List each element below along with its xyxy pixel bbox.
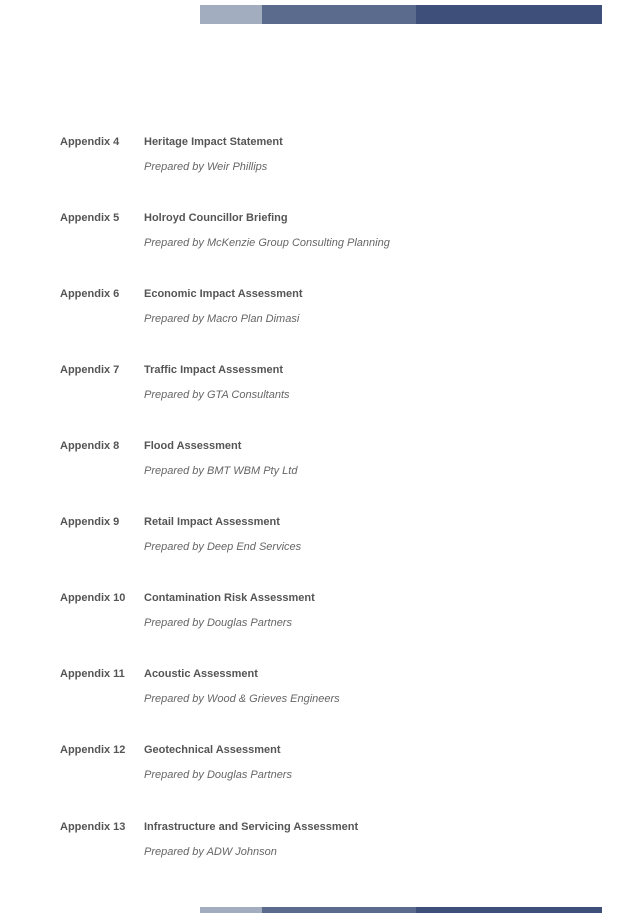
appendix-prepared-by: Prepared by GTA Consultants [144, 389, 290, 401]
appendix-title: Infrastructure and Servicing Assessment [144, 821, 359, 833]
appendix-entry [0, 439, 637, 489]
appendix-prepared-by: Prepared by Douglas Partners [144, 769, 292, 781]
footer-bar-segment-dark [416, 907, 602, 913]
header-color-bar [200, 5, 602, 24]
appendix-entry [0, 211, 637, 261]
header-bar-segment-light [200, 5, 262, 24]
appendix-entry [0, 743, 637, 793]
appendix-prepared-by: Prepared by Macro Plan Dimasi [144, 313, 300, 325]
appendix-entry [0, 135, 637, 185]
appendix-number: Appendix 7 [60, 364, 120, 376]
footer-bar-segment-light [200, 907, 262, 913]
appendix-prepared-by: Prepared by Weir Phillips [144, 161, 268, 173]
appendix-title: Retail Impact Assessment [144, 516, 280, 528]
appendix-title: Traffic Impact Assessment [144, 364, 283, 376]
appendix-entry [0, 515, 637, 565]
appendix-number: Appendix 5 [60, 212, 120, 224]
appendix-prepared-by: Prepared by Deep End Services [144, 541, 302, 553]
appendix-entry [0, 820, 637, 870]
appendix-entry [0, 363, 637, 413]
appendix-prepared-by: Prepared by Douglas Partners [144, 617, 292, 629]
appendix-number: Appendix 8 [60, 440, 120, 452]
appendix-entry [0, 667, 637, 717]
appendix-title: Heritage Impact Statement [144, 136, 283, 148]
header-bar-segment-dark [416, 5, 602, 24]
appendix-prepared-by: Prepared by BMT WBM Pty Ltd [144, 465, 298, 477]
appendix-entry [0, 591, 637, 641]
appendix-entry [0, 287, 637, 337]
appendix-title: Flood Assessment [144, 440, 242, 452]
appendix-title: Holroyd Councillor Briefing [144, 212, 288, 224]
appendix-number: Appendix 12 [60, 744, 126, 756]
appendix-prepared-by: Prepared by ADW Johnson [144, 846, 277, 858]
appendix-number: Appendix 13 [60, 821, 126, 833]
appendix-title: Economic Impact Assessment [144, 288, 303, 300]
appendix-number: Appendix 6 [60, 288, 120, 300]
appendix-prepared-by: Prepared by McKenzie Group Consulting Planning [144, 237, 390, 249]
appendix-title: Geotechnical Assessment [144, 744, 281, 756]
appendix-number: Appendix 10 [60, 592, 126, 604]
footer-color-bar [200, 907, 602, 913]
appendix-title: Contamination Risk Assessment [144, 592, 315, 604]
appendix-number: Appendix 9 [60, 516, 120, 528]
appendix-title: Acoustic Assessment [144, 668, 258, 680]
appendix-number: Appendix 4 [60, 136, 120, 148]
footer-bar-segment-mid [262, 907, 416, 913]
appendix-number: Appendix 11 [60, 668, 125, 680]
appendix-prepared-by: Prepared by Wood & Grieves Engineers [144, 693, 340, 705]
header-bar-segment-mid [262, 5, 416, 24]
